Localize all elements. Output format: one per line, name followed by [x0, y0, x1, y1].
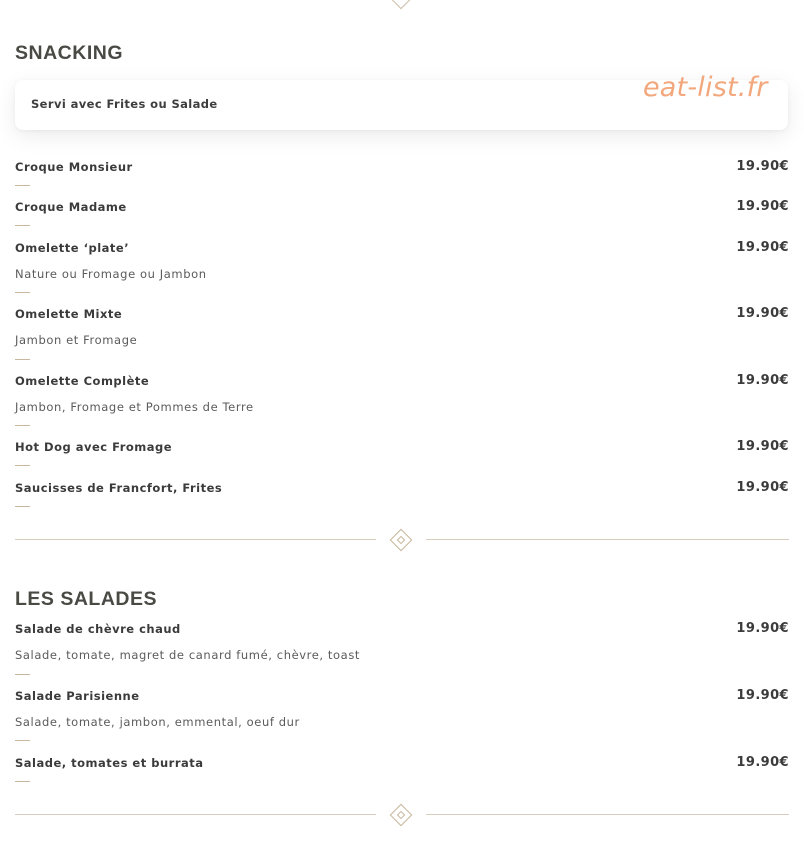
item-separator [15, 359, 30, 360]
menu-item-description: Jambon, Fromage et Pommes de Terre [15, 400, 254, 414]
menu-item-price: 19.90€ [736, 480, 789, 495]
menu-item-name: Croque Monsieur [15, 160, 133, 174]
divider-line [426, 814, 789, 815]
menu-item-name: Omelette ‘plate’ [15, 241, 130, 255]
menu-item-price: 19.90€ [736, 755, 789, 770]
section-title-snacking: SNACKING [15, 42, 124, 64]
item-separator [15, 425, 30, 426]
divider-line [426, 539, 789, 540]
menu-item-description: Salade, tomate, jambon, emmental, oeuf dur [15, 715, 300, 729]
top-divider-diamond-icon [390, 0, 413, 9]
item-separator [15, 740, 30, 741]
watermark-logo: eat-list.fr [643, 72, 768, 103]
menu-item-price: 19.90€ [736, 373, 789, 388]
section-note-text: Servi avec Frites ou Salade [31, 97, 218, 111]
divider-line [15, 814, 376, 815]
menu-item-name: Salade, tomates et burrata [15, 756, 204, 770]
menu-item-price: 19.90€ [736, 621, 789, 636]
section-title-salades: LES SALADES [15, 588, 158, 610]
menu-item-price: 19.90€ [736, 199, 789, 214]
menu-item-price: 19.90€ [736, 159, 789, 174]
item-separator [15, 506, 30, 507]
item-separator [15, 185, 30, 186]
menu-item-price: 19.90€ [736, 439, 789, 454]
menu-item-description: Jambon et Fromage [15, 333, 138, 347]
menu-item-price: 19.90€ [736, 688, 789, 703]
item-separator [15, 781, 30, 782]
item-separator [15, 465, 30, 466]
section-divider [15, 530, 789, 550]
menu-item-name: Salade de chèvre chaud [15, 622, 181, 636]
menu-item-price: 19.90€ [736, 240, 789, 255]
menu-item-description: Salade, tomate, magret de canard fumé, chèvre, toast [15, 648, 361, 662]
section-divider [15, 805, 789, 825]
menu-item-name: Omelette Complète [15, 374, 150, 388]
item-separator [15, 292, 30, 293]
item-separator [15, 225, 30, 226]
menu-item-description: Nature ou Fromage ou Jambon [15, 267, 207, 281]
menu-item-name: Salade Parisienne [15, 689, 140, 703]
menu-item-name: Omelette Mixte [15, 307, 123, 321]
menu-item-price: 19.90€ [736, 306, 789, 321]
menu-item-name: Croque Madame [15, 200, 127, 214]
item-separator [15, 674, 30, 675]
divider-line [15, 539, 376, 540]
menu-item-name: Hot Dog avec Fromage [15, 440, 173, 454]
menu-item-name: Saucisses de Francfort, Frites [15, 481, 223, 495]
